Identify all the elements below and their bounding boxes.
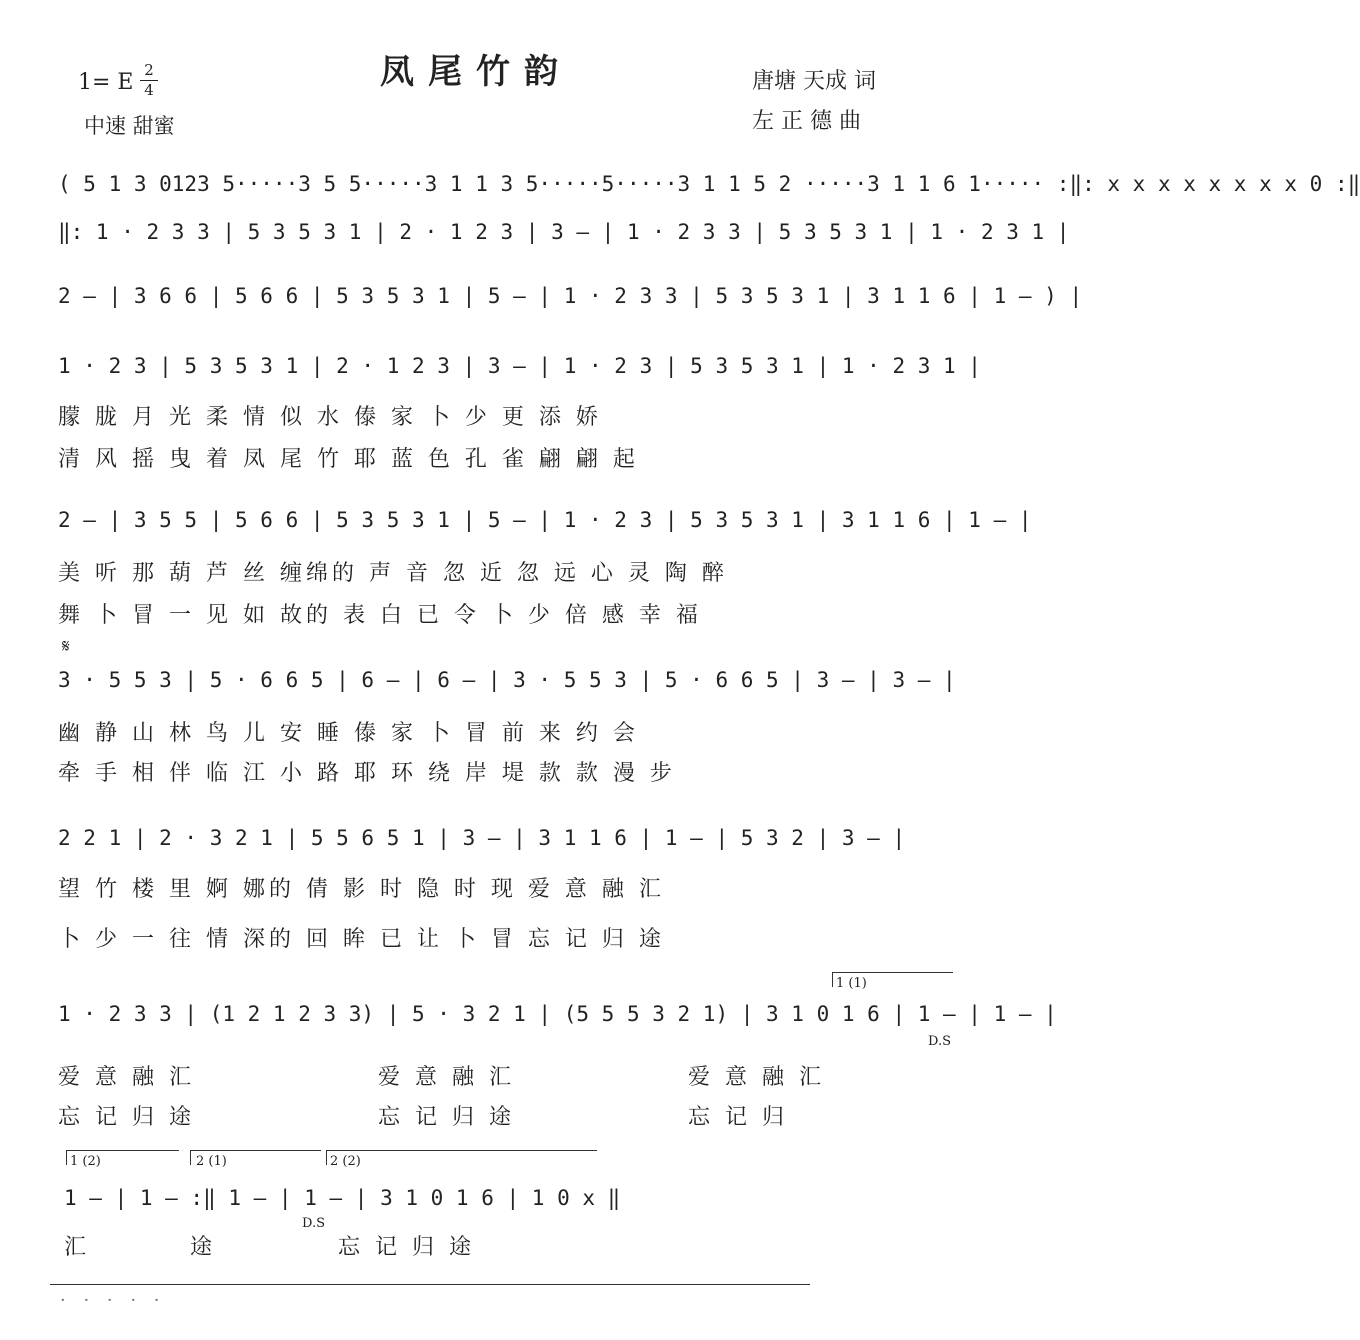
volta-label-2-1: 2 (1): [196, 1154, 227, 1169]
lyric-verse1-line2: 美 听 那 葫 芦 丝 缠绵的 声 音 忽 近 忽 远 心 灵 陶 醉: [58, 561, 728, 586]
lyric-verse2-line5a: 忘 记 归 途: [58, 1105, 195, 1130]
score-row-intro: ( 5 1 3 0123 5·····3 5 5·····3 1 1 3 5·····5·····3 1 1 5 2 ·····3 1 1 6 1····· :‖: x x x x x x x x 0 :‖: [58, 172, 1360, 196]
dal-segno-2: D.S: [302, 1216, 325, 1231]
score-row-8: 1 · 2 3 3 | (1 2 1 2 3 3) | 5 · 3 2 1 | (5 5 5 3 2 1) | 3 1 0 1 6 | 1 – | 1 – |: [58, 1002, 1057, 1026]
lyric-verse2-line5b: 忘 记 归 途: [378, 1105, 515, 1130]
volta-label-1-1: 1 (1): [836, 976, 867, 991]
score-row-6: 3 · 5 5 3 | 5 · 6 6 5 | 6 – | 6 – | 3 · 5 5 3 | 5 · 6 6 5 | 3 – | 3 – |: [58, 668, 956, 692]
lyric-verse1-line3: 幽 静 山 林 鸟 儿 安 睡 傣 家 卜 冒 前 来 约 会: [58, 721, 639, 746]
score-row-3: 2 – | 3 6 6 | 5 6 6 | 5 3 5 3 1 | 5 – | 1 · 2 3 3 | 5 3 5 3 1 | 3 1 1 6 | 1 – ) |: [58, 284, 1083, 308]
lyric-verse1-line4: 望 竹 楼 里 婀 娜的 倩 影 时 隐 时 现 爱 意 融 汇: [58, 877, 665, 902]
tempo-marking: 中速 甜蜜: [84, 114, 175, 138]
footer-divider: [50, 1284, 810, 1285]
score-row-5: 2 – | 3 5 5 | 5 6 6 | 5 3 5 3 1 | 5 – | 1 · 2 3 | 5 3 5 3 1 | 3 1 1 6 | 1 – |: [58, 508, 1032, 532]
lyric-verse1-line5b: 爱 意 融 汇: [378, 1065, 515, 1090]
lyric-verse2-line4: 卜 少 一 往 情 深的 回 眸 已 让 卜 冒 忘 记 归 途: [58, 927, 665, 952]
volta-label-1-2: 1 (2): [70, 1154, 101, 1169]
lyric-verse2-line1: 清 风 摇 曳 着 凤 尾 竹 耶 蓝 色 孔 雀 翩 翩 起: [58, 447, 639, 472]
segno-sign: 𝄋: [62, 636, 70, 657]
lyricist-credit: 唐塘 天成 词: [752, 69, 876, 94]
lyric-line6c: 忘 记 归 途: [338, 1235, 475, 1260]
footer-text: · · · · ·: [60, 1290, 166, 1311]
lyric-line6b: 途: [190, 1235, 217, 1260]
volta-label-2-2: 2 (2): [330, 1154, 361, 1169]
lyric-verse1-line1: 朦 胧 月 光 柔 情 似 水 傣 家 卜 少 更 添 娇: [58, 405, 602, 430]
lyric-verse1-line5a: 爱 意 融 汇: [58, 1065, 195, 1090]
composer-credit: 左 正 德 曲: [752, 109, 861, 134]
key-signature: 1= E: [78, 70, 134, 95]
lyric-verse1-line5c: 爱 意 融 汇: [688, 1065, 825, 1090]
lyric-verse2-line3: 牵 手 相 伴 临 江 小 路 耶 环 绕 岸 堤 款 款 漫 步: [58, 761, 676, 786]
score-row-9: 1 – | 1 – :‖ 1 – | 1 – | 3 1 0 1 6 | 1 0 x ‖: [64, 1186, 621, 1210]
lyric-verse2-line2: 舞 卜 冒 一 见 如 故的 表 白 已 令 卜 少 倍 感 幸 福: [58, 603, 702, 628]
time-top: 2: [144, 61, 154, 79]
score-row-2: ‖: 1 · 2 3 3 | 5 3 5 3 1 | 2 · 1 2 3 | 3 – | 1 · 2 3 3 | 5 3 5 3 1 | 1 · 2 3 1 |: [58, 220, 1070, 244]
lyric-line6a: 汇: [64, 1235, 91, 1260]
score-row-7: 2 2 1 | 2 · 3 2 1 | 5 5 6 5 1 | 3 – | 3 1 1 6 | 1 – | 5 3 2 | 3 – |: [58, 826, 906, 850]
volta-bracket-4: [326, 1150, 597, 1165]
time-bottom: 4: [144, 81, 154, 99]
time-signature: [140, 62, 158, 99]
score-row-4: 1 · 2 3 | 5 3 5 3 1 | 2 · 1 2 3 | 3 – | 1 · 2 3 | 5 3 5 3 1 | 1 · 2 3 1 |: [58, 354, 981, 378]
dal-segno-1: D.S: [928, 1034, 951, 1049]
song-title: 凤尾竹韵: [380, 52, 572, 92]
lyric-verse2-line5c: 忘 记 归: [688, 1105, 788, 1130]
